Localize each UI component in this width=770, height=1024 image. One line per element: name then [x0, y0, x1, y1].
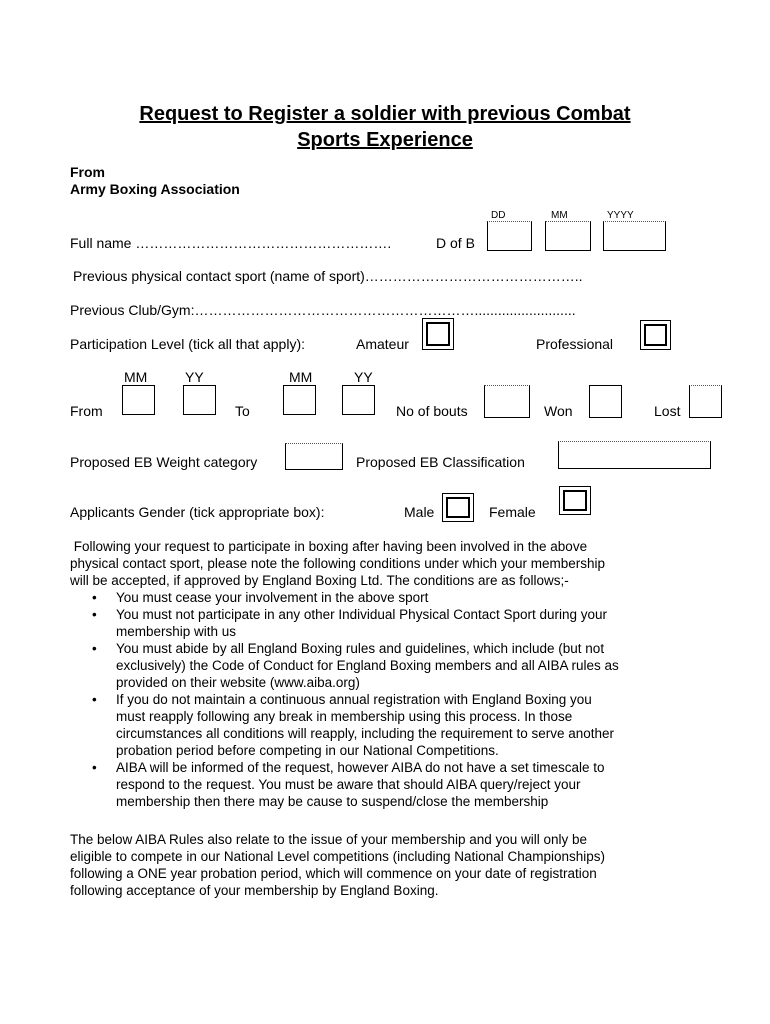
previous-club-field[interactable]: Previous Club/Gym:……………………………………………………..........................: [70, 302, 576, 318]
to-yy-header: YY: [354, 369, 373, 385]
to-mm-header: MM: [289, 369, 313, 385]
classification-field[interactable]: [558, 441, 711, 469]
from-month-field[interactable]: [122, 385, 155, 415]
amateur-checkbox[interactable]: [422, 318, 454, 350]
professional-label: Professional: [536, 336, 614, 352]
from-organisation: Army Boxing Association: [70, 181, 240, 197]
condition-line: AIBA will be informed of the request, however AIBA do not have a set timescale to: [116, 760, 605, 775]
form-title-line2: Sports Experience: [297, 129, 473, 151]
conditions-list: [70, 589, 700, 810]
from-label-period: From: [70, 403, 103, 419]
from-mm-header: MM: [124, 369, 148, 385]
condition-line: You must cease your involvement in the above sport: [116, 590, 429, 605]
list-item: [70, 589, 700, 606]
male-label: Male: [404, 504, 435, 520]
condition-line: must reapply following any break in membership using this process. In those: [116, 709, 573, 724]
gender-label: Applicants Gender (tick appropriate box):: [70, 504, 325, 520]
classification-label: Proposed EB Classification: [356, 454, 525, 470]
closing-paragraph: [70, 831, 700, 899]
from-label: From: [70, 164, 105, 180]
participation-label: Participation Level (tick all that apply):: [70, 336, 305, 352]
female-checkbox[interactable]: [559, 486, 591, 515]
from-year-field[interactable]: [183, 385, 216, 415]
weight-label: Proposed EB Weight category: [70, 454, 258, 470]
dob-mm-header: MM: [551, 210, 568, 221]
lost-field[interactable]: [689, 385, 722, 418]
bouts-field[interactable]: [484, 385, 530, 418]
condition-line: membership with us: [116, 624, 237, 639]
intro-line: will be accepted, if approved by England Boxing Ltd. The conditions are as follows;-: [70, 573, 569, 588]
condition-line: circumstances all conditions will reapply, including the requirement to serve another: [116, 726, 614, 741]
condition-line: If you do not maintain a continuous annual registration with England Boxing you: [116, 692, 592, 707]
amateur-label: Amateur: [356, 336, 409, 352]
won-label: Won: [544, 403, 573, 419]
dob-label: D of B: [436, 235, 475, 251]
to-label-period: To: [235, 403, 250, 419]
intro-line: physical contact sport, please note the following conditions under which your membership: [70, 556, 606, 571]
list-item: [70, 640, 700, 691]
to-month-field[interactable]: [283, 385, 316, 415]
condition-line: membership then there may be cause to suspend/close the membership: [116, 794, 549, 809]
intro-paragraph: [70, 538, 700, 589]
list-item: [70, 759, 700, 810]
list-item: [70, 691, 700, 759]
closing-line: eligible to compete in our National Level competitions (including National Championships): [70, 849, 606, 864]
condition-line: You must abide by all England Boxing rules and guidelines, which include (but not: [116, 641, 605, 656]
form-title-line1: Request to Register a soldier with previous Combat: [139, 103, 631, 125]
bullet-icon: •: [92, 607, 97, 622]
weight-field[interactable]: [285, 443, 343, 470]
bouts-label: No of bouts: [396, 403, 468, 419]
previous-sport-field[interactable]: Previous physical contact sport (name of sport)………………………………………..: [73, 268, 583, 284]
won-field[interactable]: [589, 385, 622, 418]
male-checkbox[interactable]: [442, 493, 474, 522]
bullet-icon: •: [92, 760, 97, 775]
closing-line: following acceptance of your membership by England Boxing.: [70, 883, 439, 898]
intro-line: Following your request to participate in boxing after having been involved in the above: [70, 539, 588, 554]
bullet-icon: •: [92, 692, 97, 707]
dob-year-field[interactable]: [603, 221, 666, 251]
list-item: [70, 606, 700, 640]
closing-line: The below AIBA Rules also relate to the issue of your membership and you will only be: [70, 832, 588, 847]
dob-day-field[interactable]: [487, 221, 532, 251]
from-yy-header: YY: [185, 369, 204, 385]
condition-line: probation period before competing in our National Competitions.: [116, 743, 499, 758]
closing-line: following a ONE year probation period, which will commence on your date of registration: [70, 866, 597, 881]
dob-dd-header: DD: [491, 210, 506, 221]
dob-yyyy-header: YYYY: [607, 210, 634, 221]
female-label: Female: [489, 504, 536, 520]
condition-line: exclusively) the Code of Conduct for England Boxing members and all AIBA rules as: [116, 658, 619, 673]
condition-line: respond to the request. You must be aware that should AIBA query/reject your: [116, 777, 581, 792]
lost-label: Lost: [654, 403, 681, 419]
bullet-icon: •: [92, 590, 97, 605]
full-name-label: Full name ……………………………………………….: [70, 235, 392, 251]
to-year-field[interactable]: [342, 385, 375, 415]
condition-line: provided on their website (www.aiba.org): [116, 675, 360, 690]
bullet-icon: •: [92, 641, 97, 656]
professional-checkbox[interactable]: [640, 320, 671, 350]
dob-month-field[interactable]: [545, 221, 591, 251]
condition-line: You must not participate in any other Individual Physical Contact Sport during your: [116, 607, 608, 622]
